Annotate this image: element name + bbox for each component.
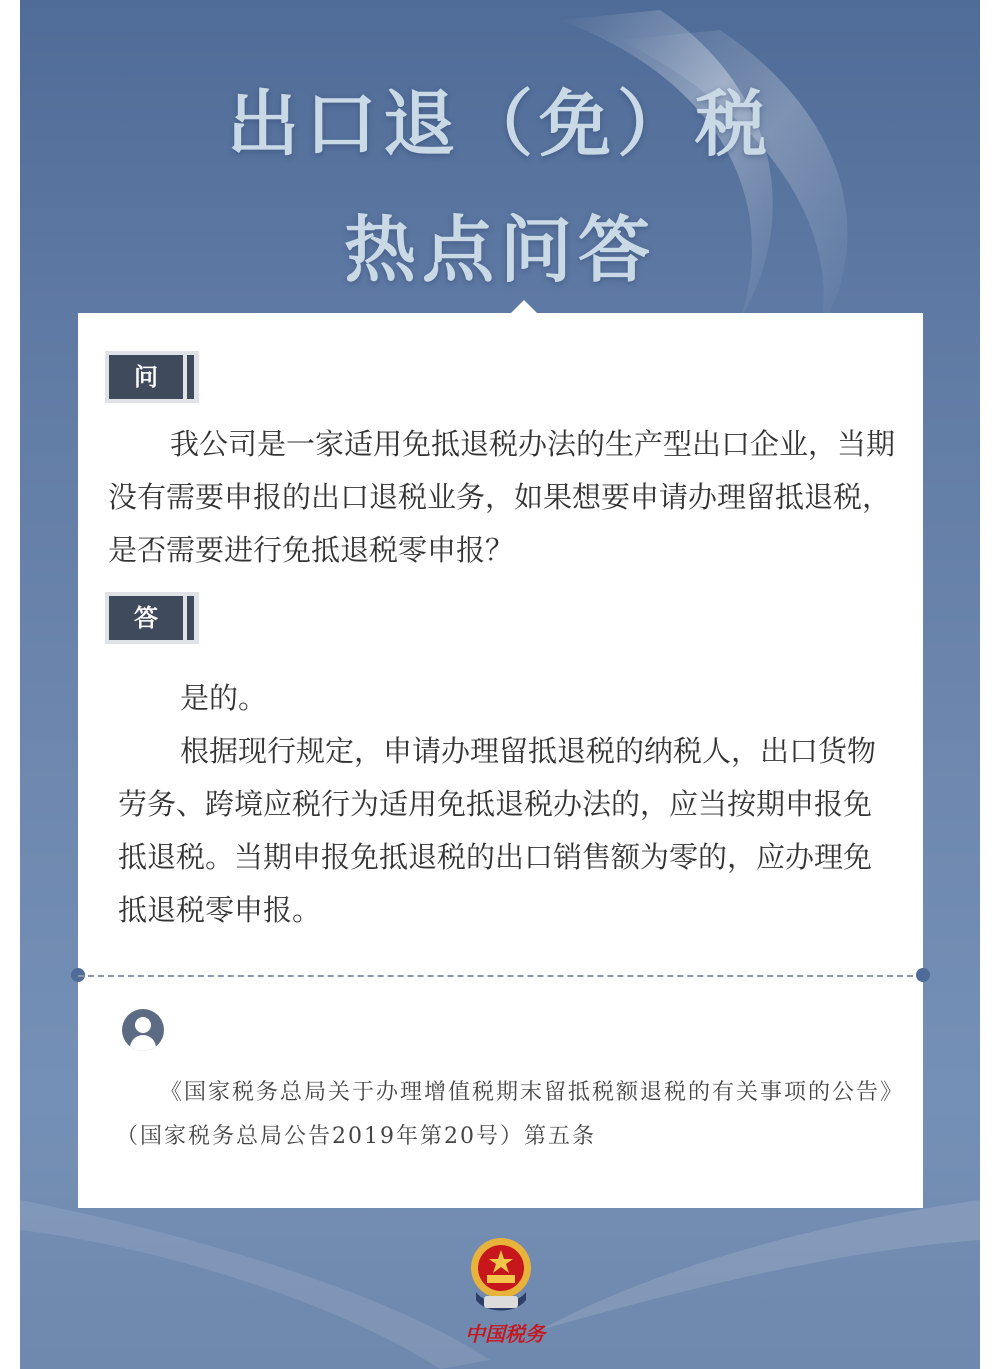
title-line-1: 出口退（免）税: [226, 81, 773, 166]
question-tag: [105, 351, 199, 403]
title-line-2: 热点问答: [343, 207, 656, 292]
source-citation: 《国家税务总局关于办理增值税期末留抵税额退税的有关事项的公告》（国家税务总局公告2019年第20号）第五条: [116, 1080, 894, 1149]
poster: [20, 0, 980, 1369]
brand-logo-text: 中国税务: [465, 1322, 545, 1346]
divider-dot-right: [916, 968, 930, 982]
answer-detail: 根据现行规定，申请办理留抵退税的纳税人，出口货物劳务、跨境应税行为适用免抵退税办法的，应当按期申报免抵退税。当期申报免抵退税的出口销售额为零的，应办理免抵退税零申报。: [118, 734, 877, 927]
person-icon: [122, 1009, 164, 1051]
qa-card: [78, 313, 923, 1208]
national-emblem-icon: [466, 1234, 536, 1318]
answer-tag: [105, 592, 199, 644]
question-text: 我公司是一家适用免抵退税办法的生产型出口企业，当期没有需要申报的出口退税业务，如果想要申请办理留抵退税，是否需要进行免抵退税零申报？: [108, 427, 896, 567]
dashed-divider: [78, 975, 923, 977]
card-notch: [510, 300, 538, 314]
answer-short: 是的。: [180, 681, 268, 715]
question-tag-label: 问: [109, 355, 183, 399]
answer-tag-label: 答: [109, 596, 183, 640]
question-tag-bar: [187, 355, 194, 399]
answer-tag-bar: [187, 596, 194, 640]
